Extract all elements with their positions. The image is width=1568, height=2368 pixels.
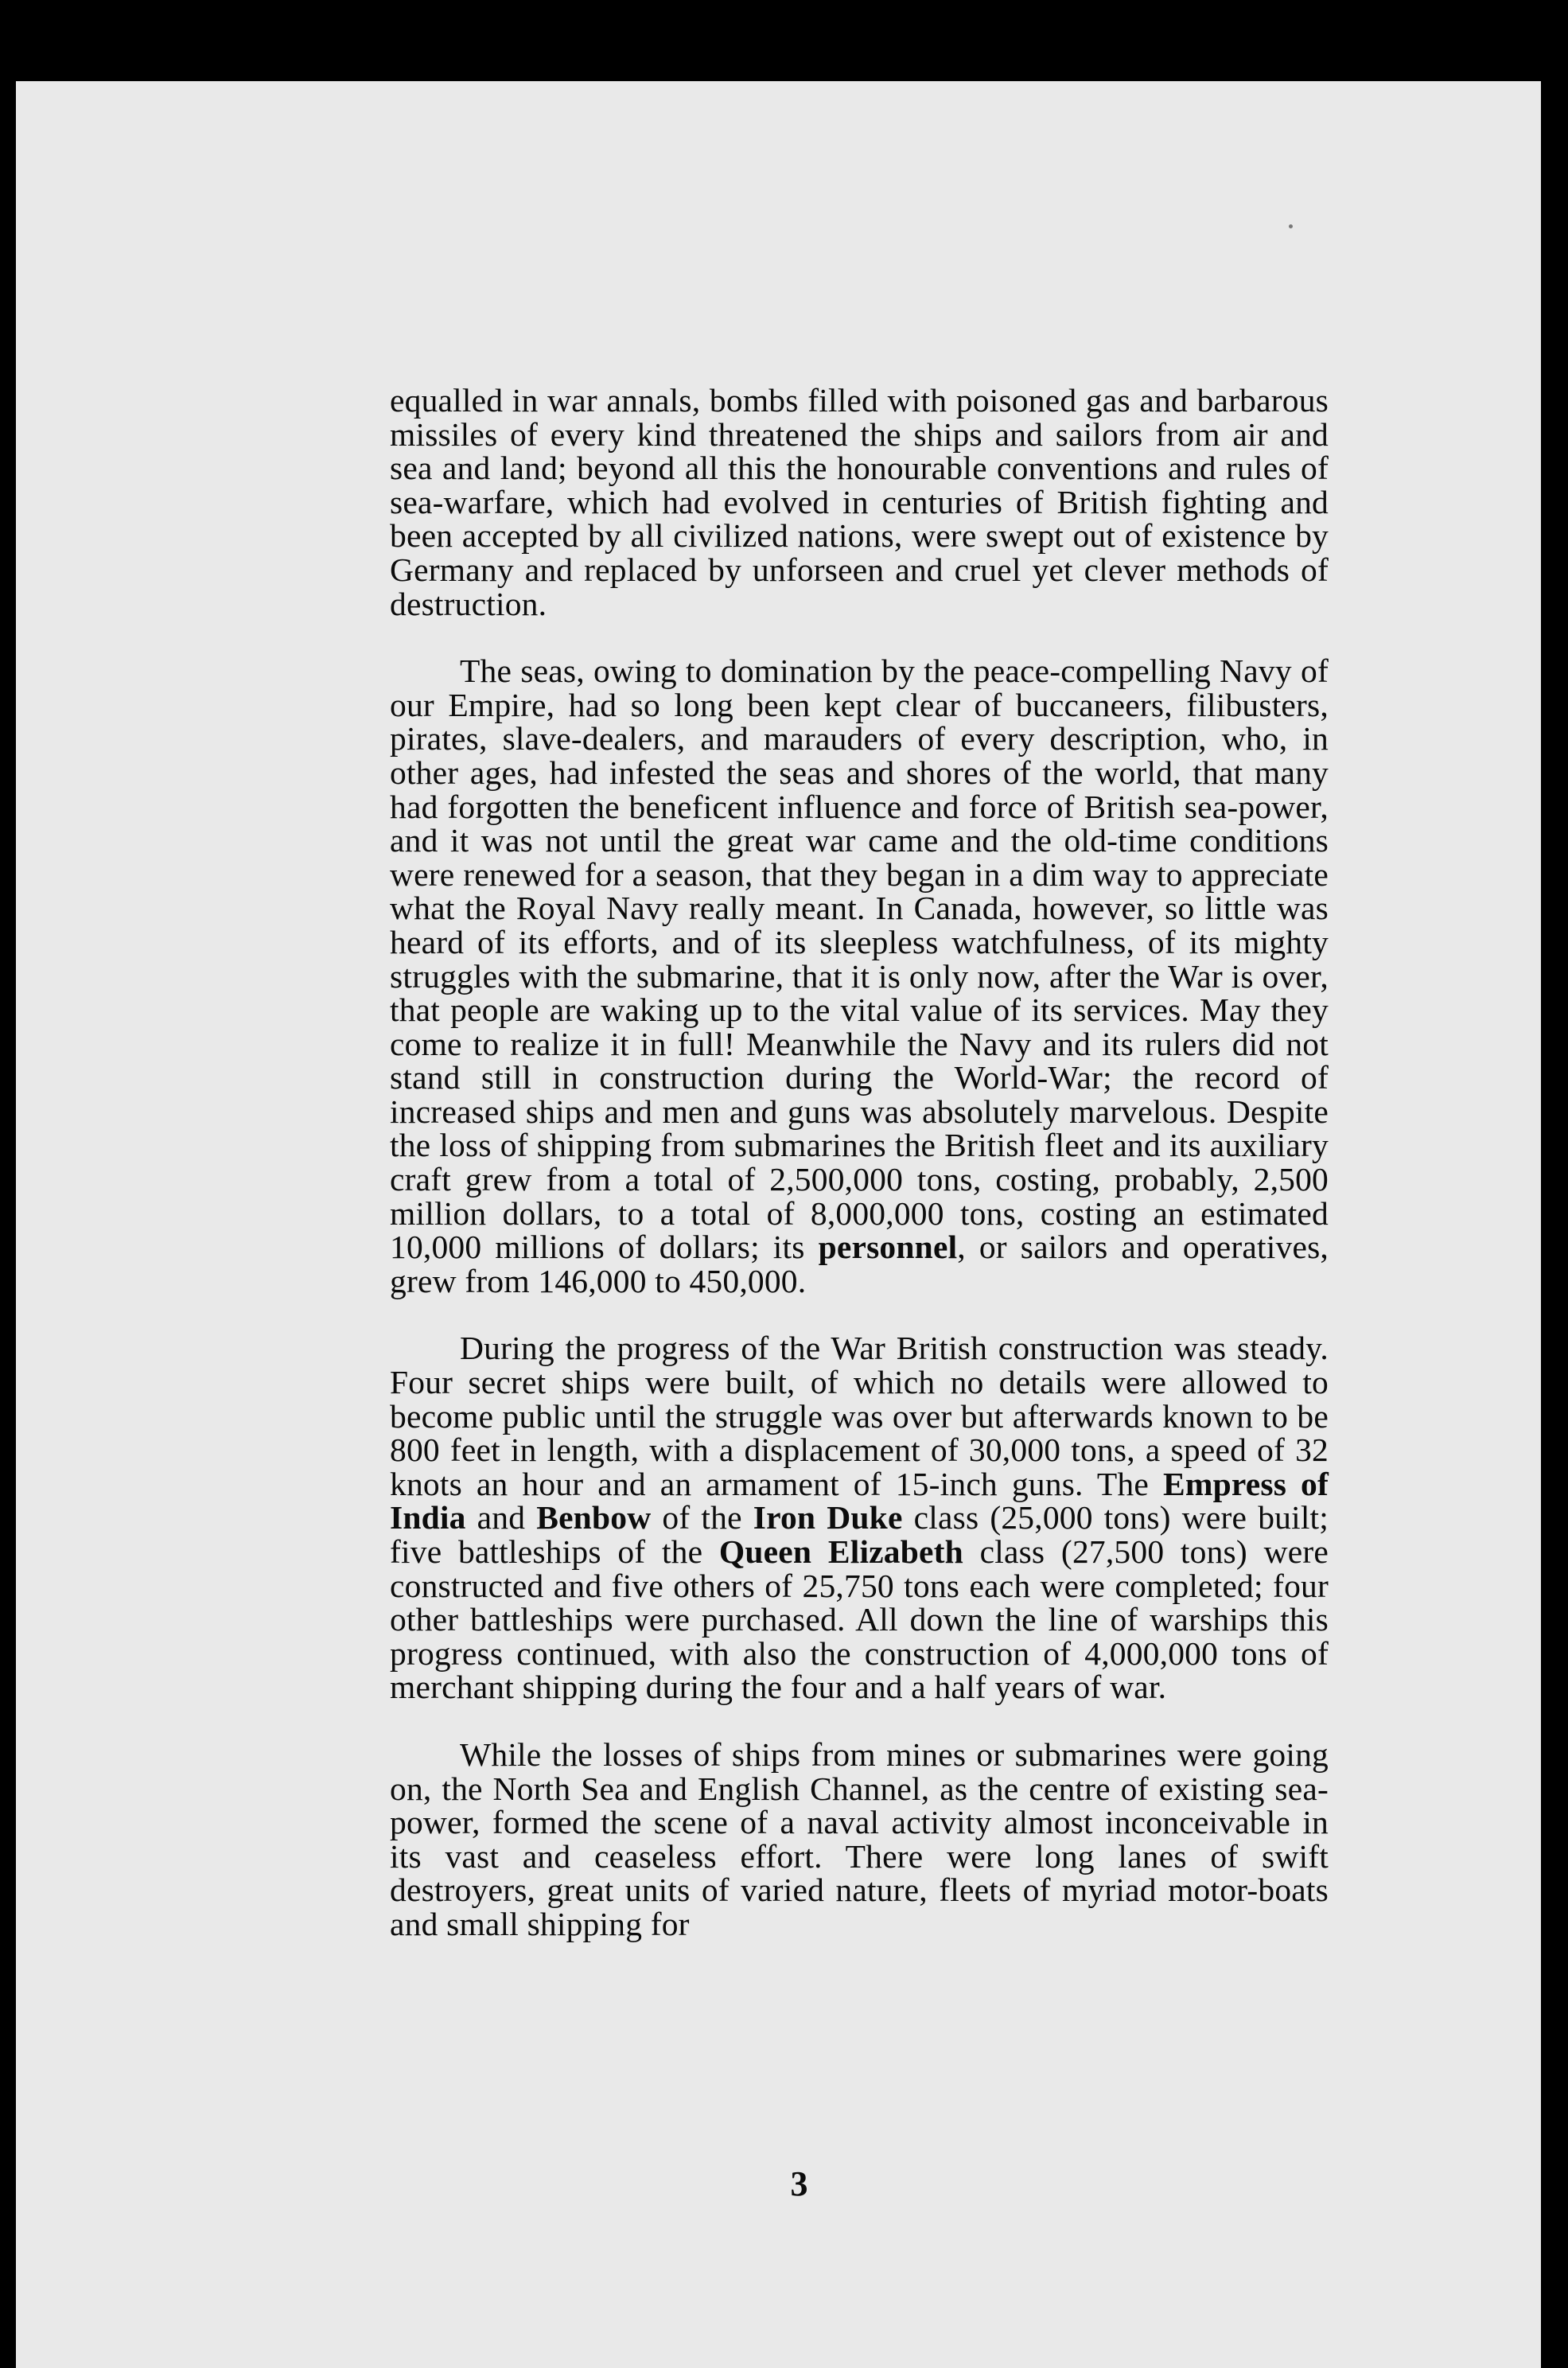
bold-term: Benbow (536, 1499, 652, 1536)
paragraph-3 (390, 1331, 1329, 1704)
paragraph-4 (390, 1735, 1329, 1942)
text-run: class (25,000 tons) were built; five battleships of the (390, 1499, 1329, 1570)
bold-term: personnel (818, 1229, 958, 1266)
text-run: While the losses of ships from mines or submarines were going on, the North Sea and English Channel, as the centre of existing sea-power, formed the scene of a naval activity almost inconceivable in its vast and ceaseless effort. There were long lanes of swift destroyers, great units of varied nature, fleets of myriad motor-boats and small shipping for (390, 1735, 1329, 1942)
bold-term: Queen Elizabeth (718, 1533, 963, 1570)
text-run: The seas, owing to domination by the peace-compelling Navy of our Empire, had so long been kept clear of buccaneers, filibusters, pirates, slave-dealers, and marauders of every description, who, in other ages, had infested the seas and shores of the world, that many had forgotten the beneficent influence and force of British sea-power, and it was not until the great war came and the old-time conditions were renewed for a season, that they began in a dim way to appreciate what the Royal Navy really meant. In Canada, however, so little was heard of its efforts, and of its sleepless watchfulness, of its mighty struggles with the submarine, that it is only now, after the War is over, that people are waking up to the vital value of its services. May they come to realize it in full! Meanwhile the Navy and its rulers did not stand still in construction during the World-War; the record of increased ships and men and guns was absolutely marvelous. Despite the loss of shipping from submarines the British fleet and its auxiliary craft grew from a total of 2,500,000 tons, costing, probably, 2,500 million dollars, to a total of 8,000,000 tons, costing an estimated 10,000 millions of dollars; its (390, 652, 1329, 1266)
bold-term: Iron Duke (753, 1499, 903, 1536)
text-run: and (465, 1499, 537, 1536)
body-text (390, 384, 1329, 1942)
paragraph-1 (390, 384, 1329, 621)
text-run: class (27,500 tons) were constructed and five others of 25,750 tons each were completed; four other battleships were purchased. All down the line of warships this progress continued, with also the construction of 4,000,000 tons of merchant shipping during the four and a half years of war. (390, 1533, 1329, 1706)
text-run: equalled in war annals, bombs filled with poisoned gas and barbarous missiles of every kind threatened the ships and sailors from air and sea and land; beyond all this the honourable conventions and rules of sea-warfare, which had evolved in centuries of British fighting and been accepted by all civilized nations, were swept out of existence by Germany and replaced by unforseen and cruel yet clever methods of destruction. (390, 382, 1329, 622)
bold-term: Empress of India (390, 1465, 1329, 1536)
document-page (16, 81, 1541, 2368)
text-run: , or sailors and operatives, grew from 146,000 to 450,000. (390, 1229, 1329, 1299)
text-run: During the progress of the War British construction was steady. Four secret ships were built, of which no details were allowed to become public until the struggle was over but afterwards known to be 800 feet in length, with a displacement of 30,000 tons, a speed of 32 knots an hour and an armament of 15-inch guns. The (390, 1330, 1329, 1502)
paragraph-2 (390, 654, 1329, 1298)
scan-speck (1289, 224, 1293, 228)
page-number: 3 (790, 2164, 808, 2203)
text-run: of the (651, 1499, 753, 1536)
